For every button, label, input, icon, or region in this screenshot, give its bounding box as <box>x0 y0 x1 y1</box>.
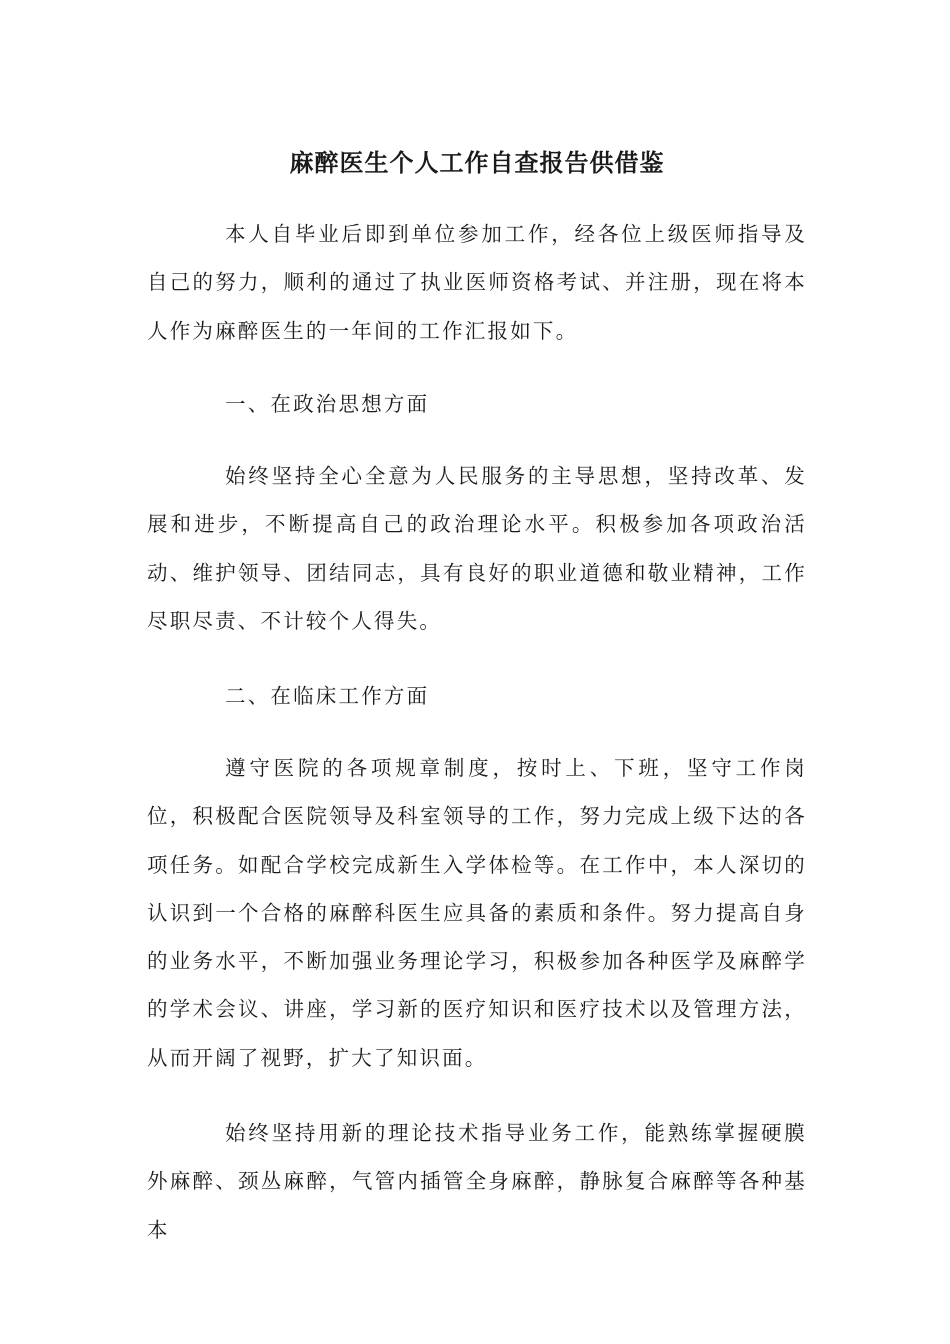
section-heading-political: 一、在政治思想方面 <box>225 392 430 416</box>
technique-paragraph: 始终坚持用新的理论技术指导业务工作，能熟练掌握硬膜外麻醉、颈丛麻醉，气管内插管全身麻醉，静脉复合麻醉等各种基本 <box>147 1121 807 1242</box>
intro-paragraph: 本人自毕业后即到单位参加工作，经各位上级医师指导及自己的努力，顺利的通过了执业医师资格考试、并注册，现在将本人作为麻醉医生的一年间的工作汇报如下。 <box>147 222 807 343</box>
political-paragraph: 始终坚持全心全意为人民服务的主导思想，坚持改革、发展和进步，不断提高自己的政治理论水平。积极参加各项政治活动、维护领导、团结同志，具有良好的职业道德和敬业精神，工作尽职尽责、不计较个人得失。 <box>147 464 807 633</box>
document-title: 麻醉医生个人工作自查报告供借鉴 <box>289 148 665 177</box>
section-heading-clinical: 二、在临床工作方面 <box>225 684 430 708</box>
clinical-paragraph: 遵守医院的各项规章制度，按时上、下班，坚守工作岗位，积极配合医院领导及科室领导的工作，努力完成上级下达的各项任务。如配合学校完成新生入学体检等。在工作中，本人深切的认识到一个合格的麻醉科医生应具备的素质和条件。努力提高自身的业务水平，不断加强业务理论学习，积极参加各种医学及麻醉学的学术会议、讲座，学习新的医疗知识和医疗技术以及管理方法，从而开阔了视野，扩大了知识面。 <box>147 756 807 1070</box>
